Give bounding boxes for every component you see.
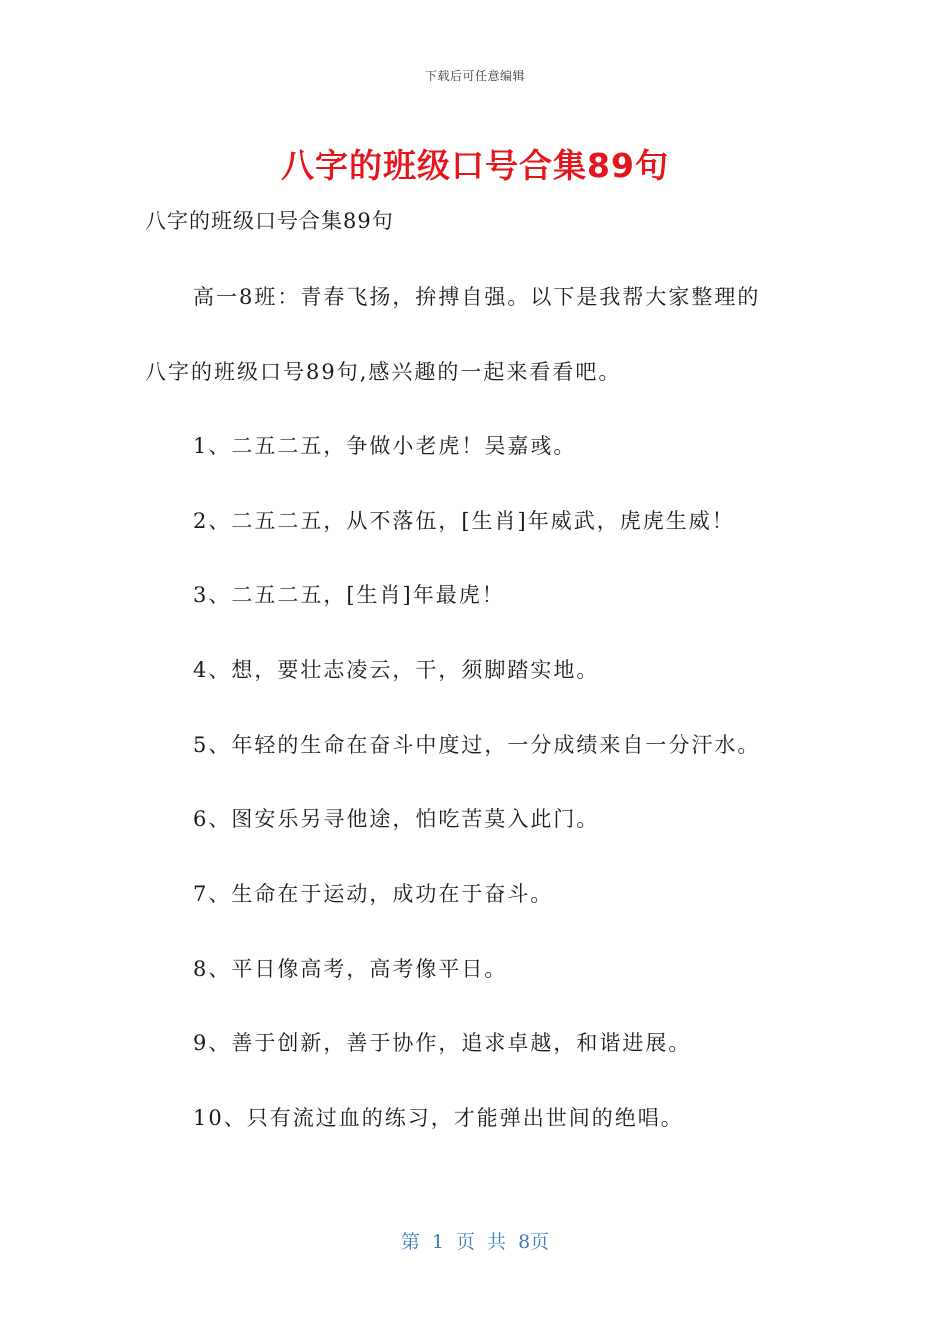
slogan-item: 3、二五二五，[生肖]年最虎！ [193, 583, 505, 607]
slogan-item: 4、想，要壮志凌云，干，须脚踏实地。 [193, 658, 600, 682]
document-title: 八字的班级口号合集89句 [281, 146, 669, 185]
document-subtitle: 八字的班级口号合集89句 [145, 209, 394, 233]
slogan-item: 1、二五二五，争做小老虎！吴嘉彧。 [193, 434, 577, 458]
slogan-item: 9、善于创新，善于协作，追求卓越，和谐进展。 [193, 1031, 692, 1055]
intro-paragraph-line-1: 高一8班：青春飞扬，拚搏自强。以下是我帮大家整理的 [193, 285, 761, 309]
slogan-item: 8、平日像高考，高考像平日。 [193, 957, 508, 981]
header-note: 下载后可任意编辑 [424, 69, 525, 83]
page-number-footer: 第 1 页 共 8页 [400, 1231, 550, 1253]
slogan-item: 2、二五二五，从不落伍，[生肖]年威武，虎虎生威！ [193, 509, 735, 533]
slogan-item: 6、图安乐另寻他途，怕吃苦莫入此门。 [193, 807, 600, 831]
slogan-item: 10、只有流过血的练习，才能弹出世间的绝唱。 [193, 1106, 684, 1130]
slogan-item: 7、生命在于运动，成功在于奋斗。 [193, 882, 554, 906]
intro-paragraph-line-2: 八字的班级口号89句,感兴趣的一起来看看吧。 [145, 360, 622, 384]
slogan-item: 5、年轻的生命在奋斗中度过，一分成绩来自一分汗水。 [193, 733, 761, 757]
